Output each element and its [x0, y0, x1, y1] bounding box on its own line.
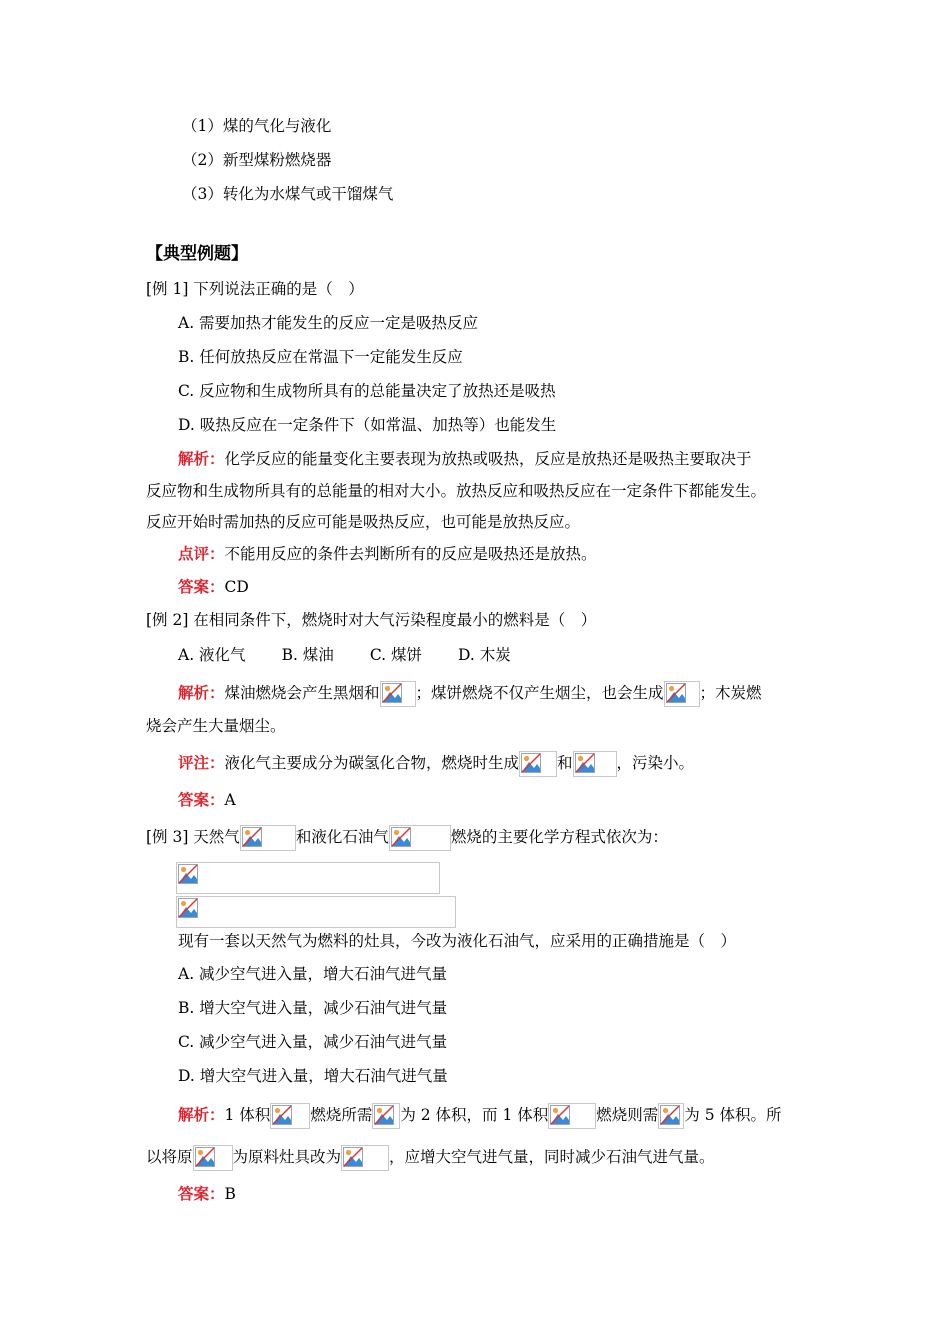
formula-image-icon: [573, 751, 617, 777]
ex2-comment-text-1: 液化气主要成分为碳氢化合物，燃烧时生成: [224, 754, 520, 772]
ex3-question-text-2: 和液化石油气: [295, 828, 389, 846]
ex1-comment: [178, 544, 597, 564]
ex3-analysis-text-5: 为 5 体积。所: [684, 1106, 782, 1124]
ex1-comment-text: 不能用反应的条件去判断所有的反应是吸热还是放热。: [224, 545, 597, 563]
ex3-question-text-1: [例 3] 天然气: [146, 828, 240, 846]
formula-image-icon: [664, 681, 700, 707]
ex1-answer: [178, 577, 249, 597]
ex3-analysis-text-6: 以将原: [146, 1148, 193, 1166]
ex3-analysis-text-8: ，应增大空气进气量，同时减少石油气进气量。: [389, 1148, 715, 1166]
ex2-analysis-label: 解析：: [178, 684, 225, 702]
ex2-analysis-line-2: 烧会产生大量烟尘。: [146, 717, 286, 735]
ex3-question-text-3: 燃烧的主要化学方程式依次为：: [450, 828, 668, 846]
ex1-option-b: B. 任何放热反应在常温下一定能发生反应: [178, 348, 463, 366]
ex3-analysis-text-7: 为原料灶具改为: [232, 1148, 342, 1166]
formula-image-icon: [193, 1145, 233, 1171]
formula-image-icon: [658, 1103, 684, 1129]
ex2-option-c: C. 煤饼: [369, 646, 422, 664]
formula-image-icon: [380, 681, 416, 707]
ex3-question-line-2: 现有一套以天然气为燃料的灶具，今改为液化石油气，应采用的正确措施是（ ）: [178, 932, 737, 950]
formula-image-icon: [548, 1103, 596, 1129]
ex3-option-d: D. 增大空气进入量，增大石油气进气量: [178, 1067, 448, 1085]
ex3-analysis-text-1: 1 体积: [224, 1106, 271, 1124]
ex2-comment: [178, 751, 694, 777]
ex3-option-b: B. 增大空气进入量，减少石油气进气量: [178, 999, 448, 1017]
ex3-analysis-text-2: 燃烧所需: [310, 1106, 373, 1124]
ex3-answer: [178, 1184, 236, 1204]
ex1-analysis-text-1: 化学反应的能量变化主要表现为放热或吸热，反应是放热还是吸热主要取决于: [224, 450, 752, 468]
formula-image-icon: [270, 1103, 310, 1129]
ex1-answer-value: CD: [224, 578, 249, 596]
ex2-answer-value: A: [224, 791, 236, 809]
ex1-answer-label: 答案：: [178, 578, 225, 596]
ex3-answer-value: B: [224, 1185, 236, 1203]
ex1-analysis-line-2: 反应物和生成物所具有的总能量的相对大小。放热反应和吸热反应在一定条件下都能发生。: [146, 482, 767, 500]
intro-item-3: （3）转化为水煤气或干馏煤气: [182, 185, 394, 203]
ex3-option-a: A. 减少空气进入量，增大石油气进气量: [178, 965, 448, 983]
ex1-comment-label: 点评：: [178, 545, 225, 563]
ex2-option-d: D. 木炭: [457, 646, 511, 664]
section-title: 【典型例题】: [146, 244, 248, 264]
intro-item-2: （2）新型煤粉燃烧器: [182, 151, 332, 169]
ex2-answer: [178, 790, 236, 810]
ex1-question: [例 1] 下列说法正确的是（ ）: [146, 280, 364, 298]
ex2-comment-text-2: 和: [557, 754, 573, 772]
ex3-analysis-line-2: [146, 1145, 715, 1171]
ex1-option-d: D. 吸热反应在一定条件下（如常温、加热等）也能发生: [178, 416, 557, 434]
ex3-analysis-text-4: 燃烧则需: [596, 1106, 659, 1124]
ex3-answer-label: 答案：: [178, 1185, 225, 1203]
ex2-option-a: A. 液化气: [178, 646, 246, 664]
ex2-analysis-text-2: ；煤饼燃烧不仅产生烟尘，也会生成: [415, 684, 664, 702]
ex2-analysis-text-3: ；木炭燃: [699, 684, 762, 702]
ex2-answer-label: 答案：: [178, 791, 225, 809]
ex2-analysis-text-1: 煤油燃烧会产生黑烟和: [224, 684, 380, 702]
formula-image-icon: [372, 1103, 400, 1129]
ex1-option-c: C. 反应物和生成物所具有的总能量决定了放热还是吸热: [178, 382, 556, 400]
formula-image-icon: [240, 825, 296, 851]
formula-image-icon: [389, 825, 451, 851]
formula-image-icon: [519, 751, 557, 777]
ex2-option-b: B. 煤油: [281, 646, 334, 664]
equation-image-icon: [176, 862, 440, 894]
ex1-analysis-label: 解析：: [178, 450, 225, 468]
ex1-option-a: A. 需要加热才能发生的反应一定是吸热反应: [178, 314, 479, 332]
ex2-comment-label: 评注：: [178, 754, 225, 772]
ex3-analysis-text-3: 为 2 体积，而 1 体积: [400, 1106, 549, 1124]
ex3-analysis-label: 解析：: [178, 1106, 225, 1124]
ex2-question: [例 2] 在相同条件下，燃烧时对大气污染程度最小的燃料是（ ）: [146, 611, 597, 629]
ex3-analysis-line-1: [178, 1103, 782, 1129]
ex2-analysis-line-1: [178, 681, 762, 707]
ex2-options: [178, 645, 511, 665]
formula-image-icon: [341, 1145, 389, 1171]
ex1-analysis-line-1: [178, 449, 752, 469]
intro-item-1: （1）煤的气化与液化: [182, 117, 332, 135]
ex1-analysis-line-3: 反应开始时需加热的反应可能是吸热反应，也可能是放热反应。: [146, 513, 581, 531]
ex3-question-line-1: [146, 825, 668, 851]
ex3-option-c: C. 减少空气进入量，减少石油气进气量: [178, 1033, 448, 1051]
ex2-comment-text-3: ，污染小。: [616, 754, 695, 772]
equation-image-icon: [176, 896, 456, 928]
